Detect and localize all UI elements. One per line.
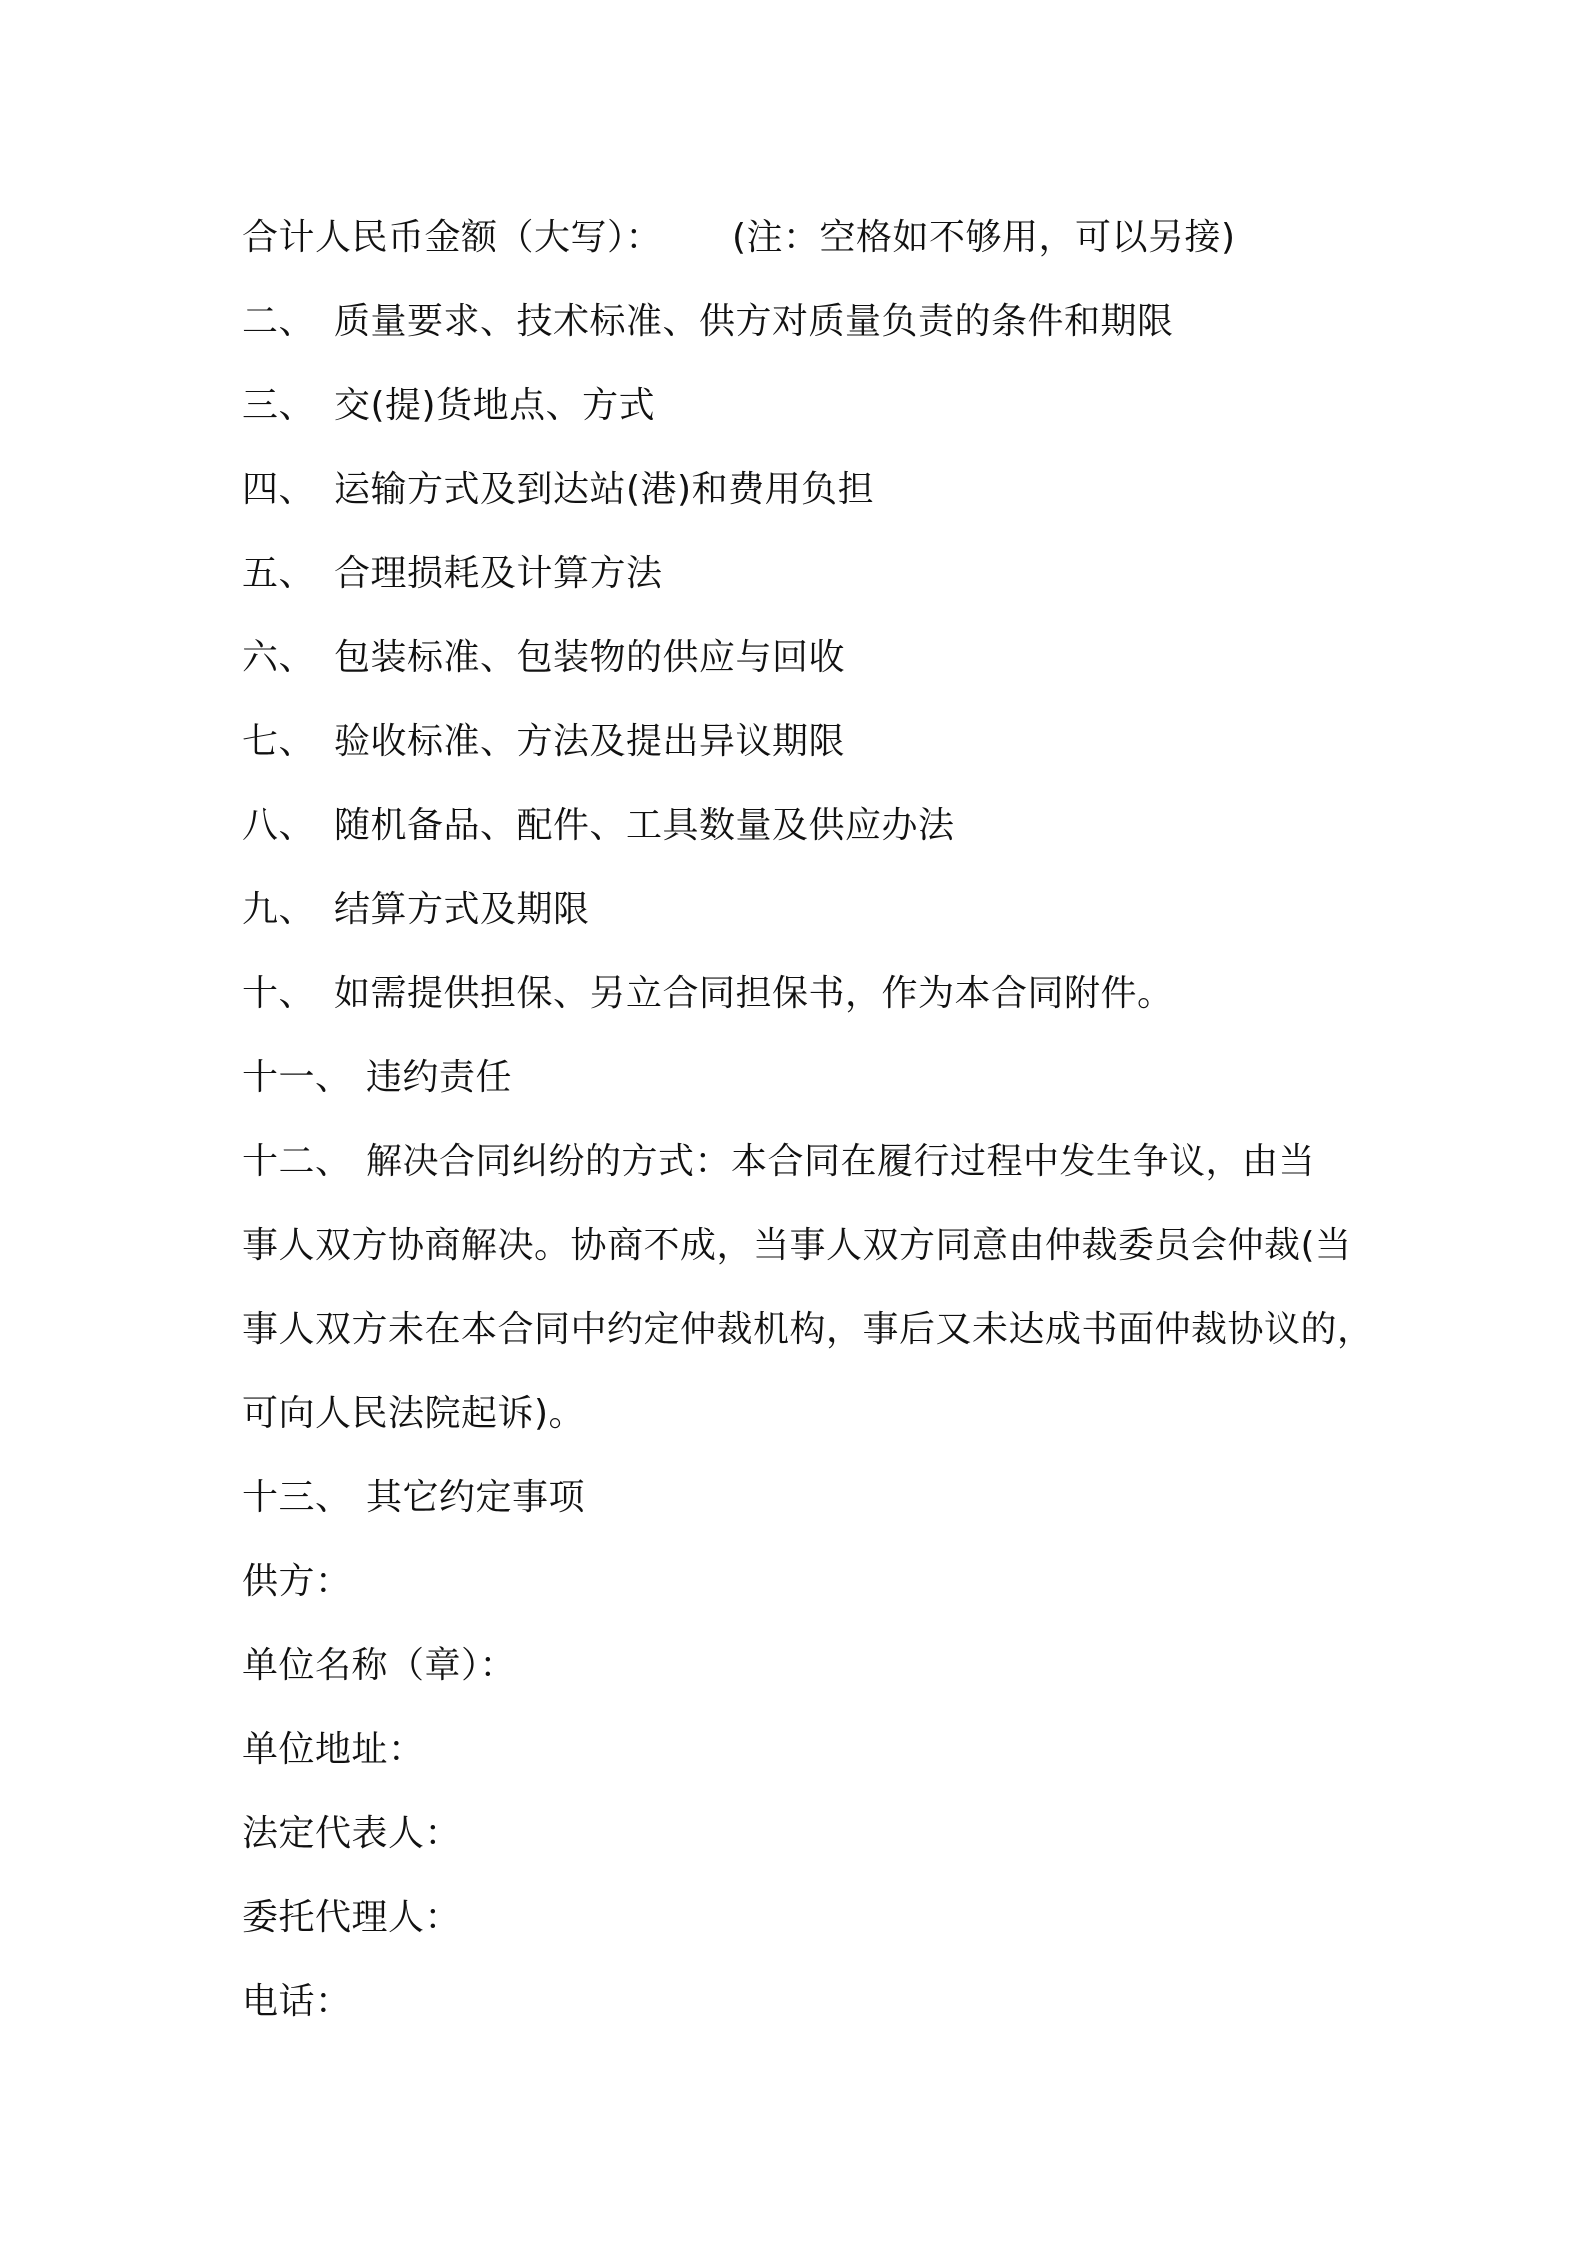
clause-10	[242, 952, 1382, 1036]
clause-text: 交(提)货地点、方式	[334, 385, 656, 426]
clause-number: 六、	[242, 637, 316, 678]
clause-text: 包装标准、包装物的供应与回收	[334, 637, 846, 678]
clause-text: 运输方式及到达站(港)和费用负担	[334, 469, 875, 510]
clause-text: 质量要求、技术标准、供方对质量负责的条件和期限	[334, 301, 1174, 342]
clause-8	[242, 784, 1382, 868]
total-amount-line	[242, 196, 1382, 280]
clause-13	[242, 1456, 1382, 1540]
clause-number: 二、	[242, 301, 316, 342]
clause-number: 四、	[242, 469, 316, 510]
clause-number: 五、	[242, 553, 316, 594]
clause-text: 随机备品、配件、工具数量及供应办法	[334, 805, 955, 846]
clause-2	[242, 280, 1382, 364]
clause-3	[242, 364, 1382, 448]
clause-11	[242, 1036, 1382, 1120]
clause-text: 其它约定事项	[366, 1477, 586, 1518]
supplier-unit-name: 单位名称（章）：	[242, 1645, 517, 1686]
total-amount-note: (注：空格如不够用，可以另接)	[732, 217, 1236, 258]
clause-12-line-4: 可向人民法院起诉)。	[242, 1393, 586, 1434]
clause-text: 解决合同纠纷的方式：本合同在履行过程中发生争议，由当	[366, 1141, 1316, 1182]
clause-12	[242, 1120, 1382, 1456]
clause-number: 九、	[242, 889, 316, 930]
clause-number: 十一、	[242, 1057, 352, 1098]
clause-text: 违约责任	[366, 1057, 513, 1098]
clause-4	[242, 448, 1382, 532]
supplier-phone: 电话：	[242, 1981, 352, 2022]
clause-text: 结算方式及期限	[334, 889, 590, 930]
clause-number: 八、	[242, 805, 316, 846]
clause-12-line-3: 事人双方未在本合同中约定仲裁机构，事后又未达成书面仲裁协议的，	[242, 1309, 1374, 1350]
clause-text: 合理损耗及计算方法	[334, 553, 663, 594]
clause-7	[242, 700, 1382, 784]
clause-number: 七、	[242, 721, 316, 762]
clause-9	[242, 868, 1382, 952]
clause-text: 如需提供担保、另立合同担保书，作为本合同附件。	[334, 973, 1174, 1014]
supplier-unit-address: 单位地址：	[242, 1729, 425, 1770]
clause-12-line-1	[242, 1120, 1382, 1204]
contract-body	[242, 196, 1382, 2044]
clause-number: 十二、	[242, 1141, 352, 1182]
clause-number: 十、	[242, 973, 316, 1014]
clause-6	[242, 616, 1382, 700]
clause-12-line-2: 事人双方协商解决。协商不成，当事人双方同意由仲裁委员会仲裁(当	[242, 1225, 1352, 1266]
supplier-agent: 委托代理人：	[242, 1897, 462, 1938]
supplier-heading: 供方：	[242, 1561, 352, 1602]
clause-text: 验收标准、方法及提出异议期限	[334, 721, 846, 762]
total-amount-label: 合计人民币金额（大写）：	[242, 217, 663, 258]
supplier-legal-rep: 法定代表人：	[242, 1813, 462, 1854]
clause-number: 三、	[242, 385, 316, 426]
clause-number: 十三、	[242, 1477, 352, 1518]
clause-5	[242, 532, 1382, 616]
